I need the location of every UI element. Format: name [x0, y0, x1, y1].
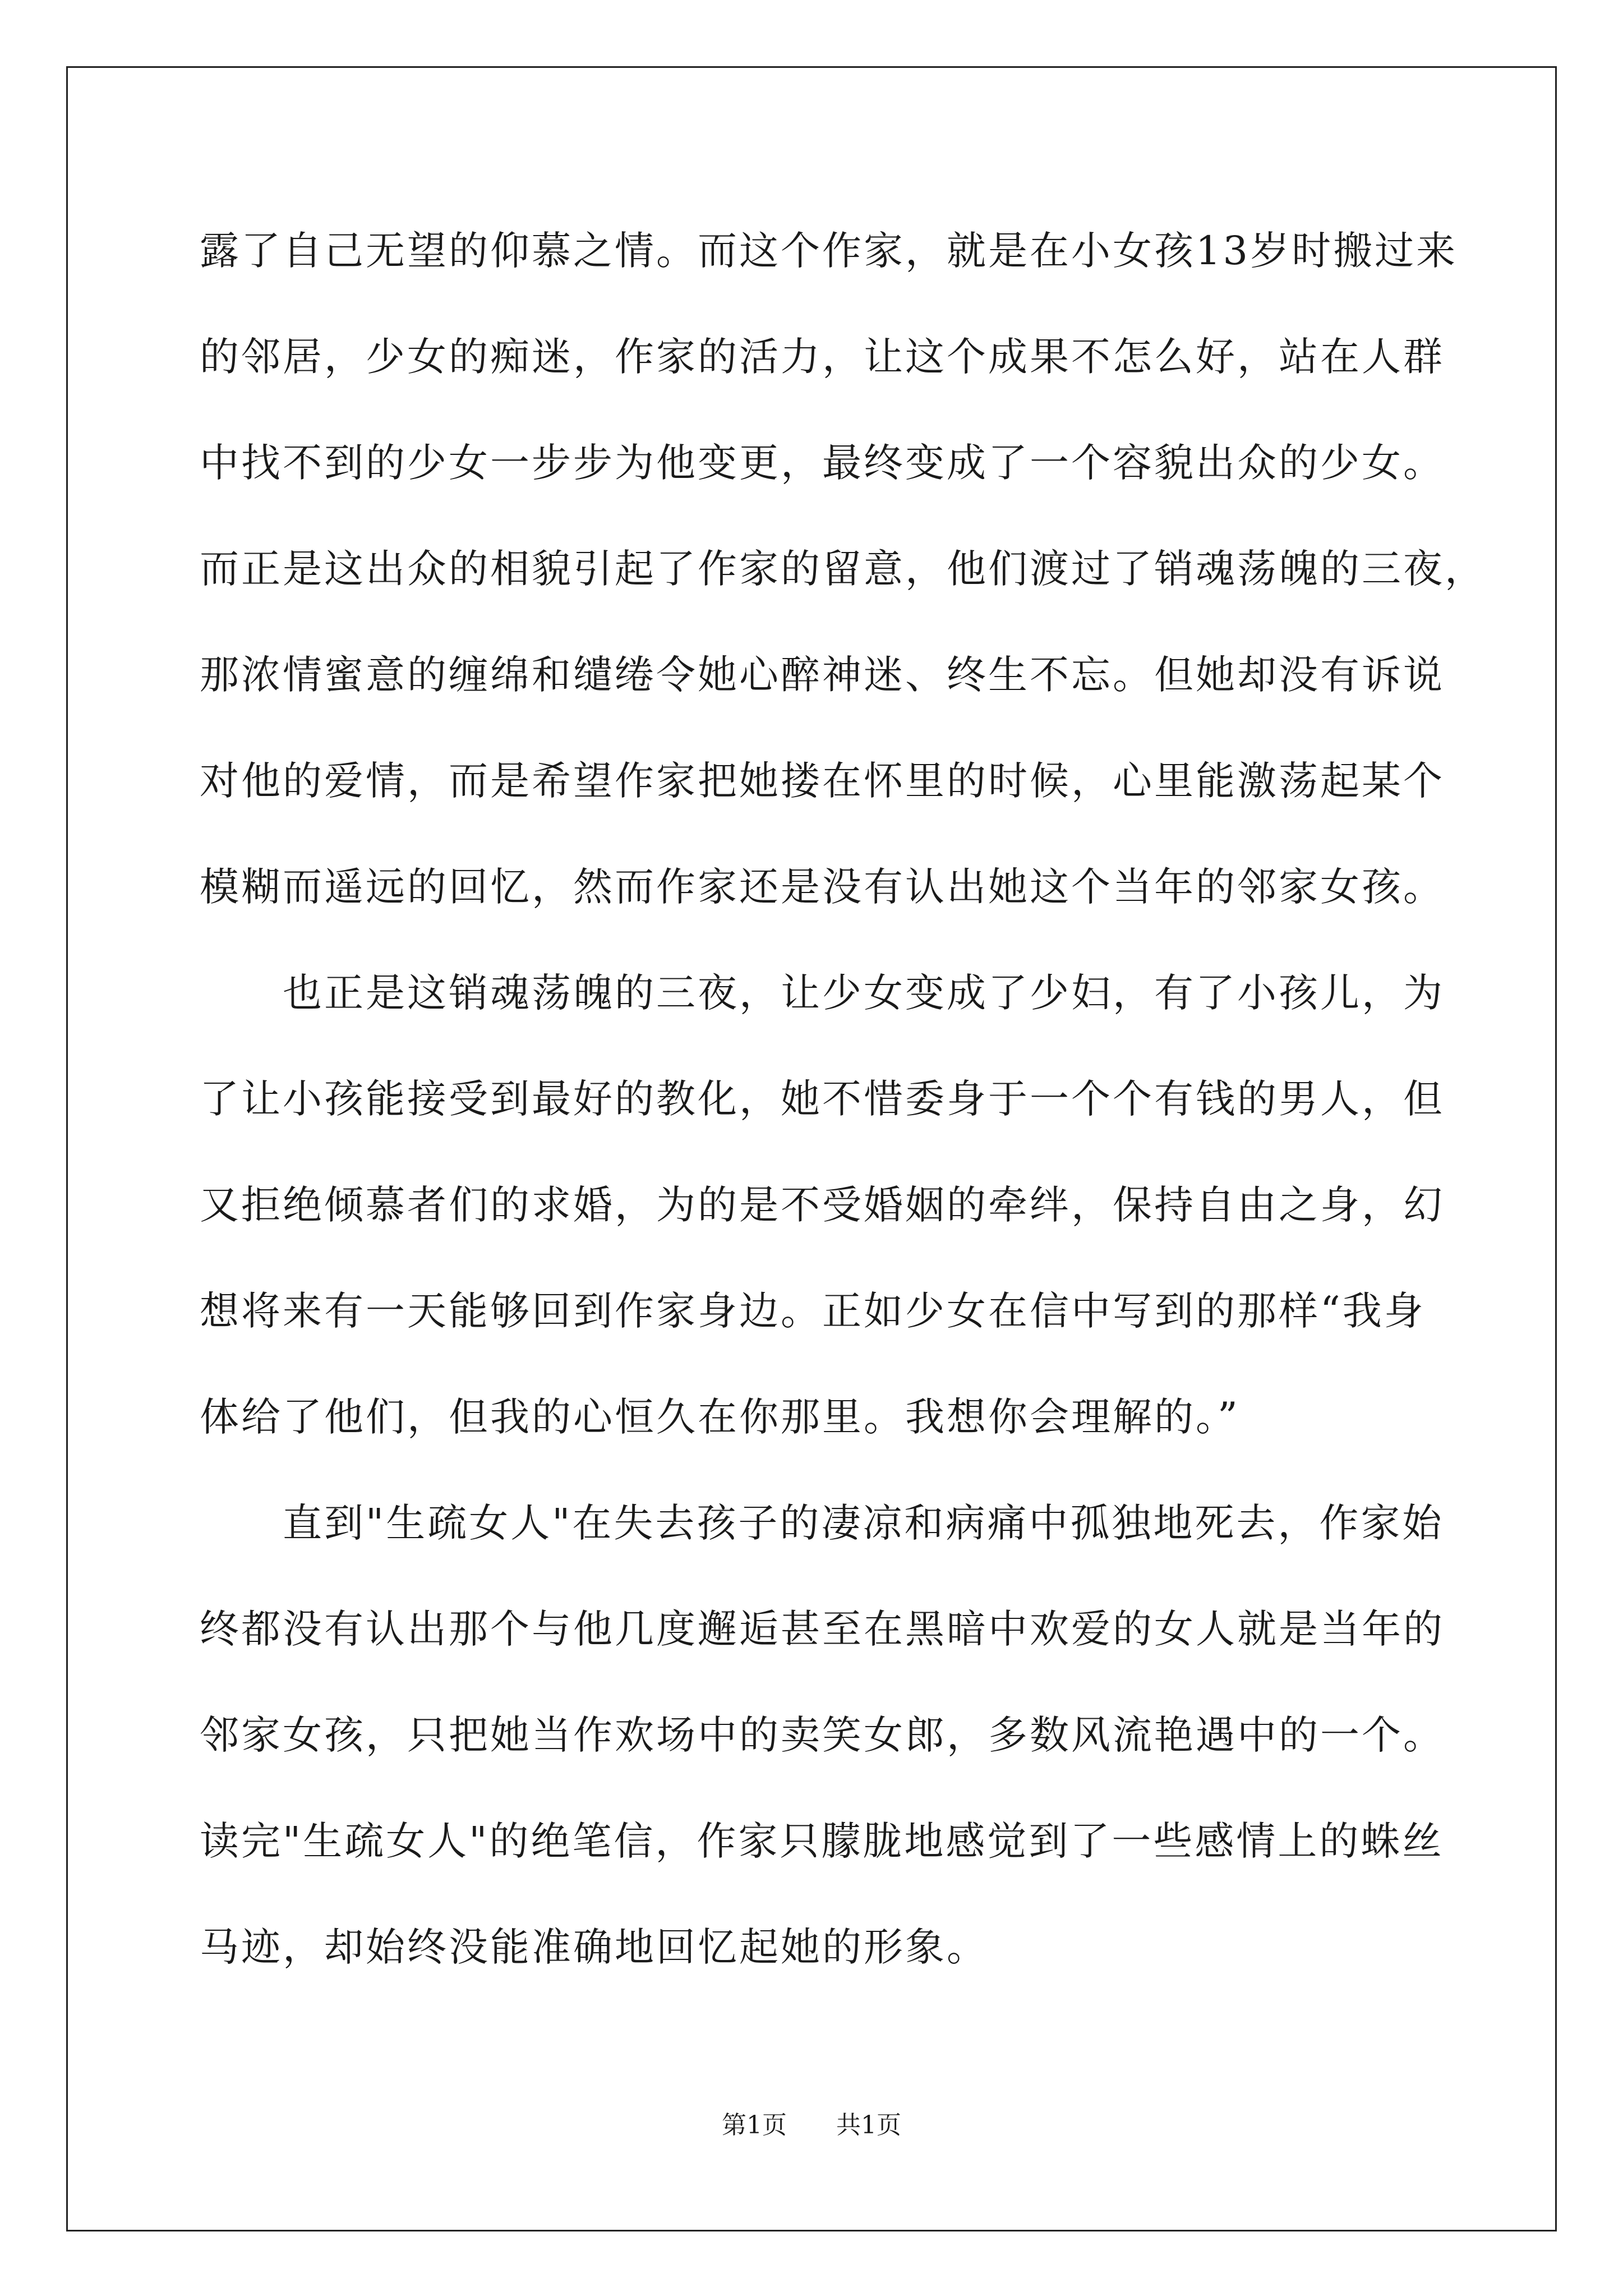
text-line: 对他的爱情，而是希望作家把她搂在怀里的时候，心里能激荡起某个: [200, 758, 1445, 804]
text-line: 读完"生疏女人"的绝笔信，作家只朦胧地感觉到了一些感情上的蛛丝: [200, 1818, 1444, 1864]
paragraph-start-line: 也正是这销魂荡魄的三夜，让少女变成了少妇，有了小孩儿，为: [283, 970, 1445, 1016]
page-number-current: 第1页: [722, 2111, 787, 2139]
text-line: 的邻居，少女的痴迷，作家的活力，让这个成果不怎么好，站在人群: [200, 334, 1445, 380]
page-footer: [0, 2105, 1623, 2141]
page-number-total: 共1页: [836, 2111, 901, 2139]
text-line: 想将来有一天能够回到作家身边。正如少女在信中写到的那样“我身: [200, 1288, 1426, 1334]
text-line: 而正是这出众的相貌引起了作家的留意，他们渡过了销魂荡魄的三夜，: [200, 546, 1486, 592]
text-line: 体给了他们，但我的心恒久在你那里。我想你会理解的。”: [200, 1394, 1240, 1440]
text-line: 马迹，却始终没能准确地回忆起她的形象。: [200, 1924, 988, 1970]
text-line: 又拒绝倾慕者们的求婚，为的是不受婚姻的牵绊，保持自由之身，幻: [200, 1182, 1445, 1228]
text-line: 那浓情蜜意的缠绵和缱绻令她心醉神迷、终生不忘。但她却没有诉说: [200, 652, 1445, 698]
text-line: 邻家女孩，只把她当作欢场中的卖笑女郎，多数风流艳遇中的一个。: [200, 1712, 1445, 1758]
text-line: 模糊而遥远的回忆，然而作家还是没有认出她这个当年的邻家女孩。: [200, 864, 1445, 910]
text-line: 中找不到的少女一步步为他变更，最终变成了一个容貌出众的少女。: [200, 440, 1445, 486]
text-line: 露了自己无望的仰慕之情。而这个作家，就是在小女孩13岁时搬过来: [200, 228, 1458, 274]
text-line: 终都没有认出那个与他几度邂逅甚至在黑暗中欢爱的女人就是当年的: [200, 1606, 1445, 1652]
text-line: 了让小孩能接受到最好的教化，她不惜委身于一个个有钱的男人，但: [200, 1076, 1445, 1122]
document-body: [200, 222, 1486, 2024]
paragraph-start-line: 直到"生疏女人"在失去孩子的凄凉和病痛中孤独地死去，作家始: [283, 1500, 1444, 1546]
